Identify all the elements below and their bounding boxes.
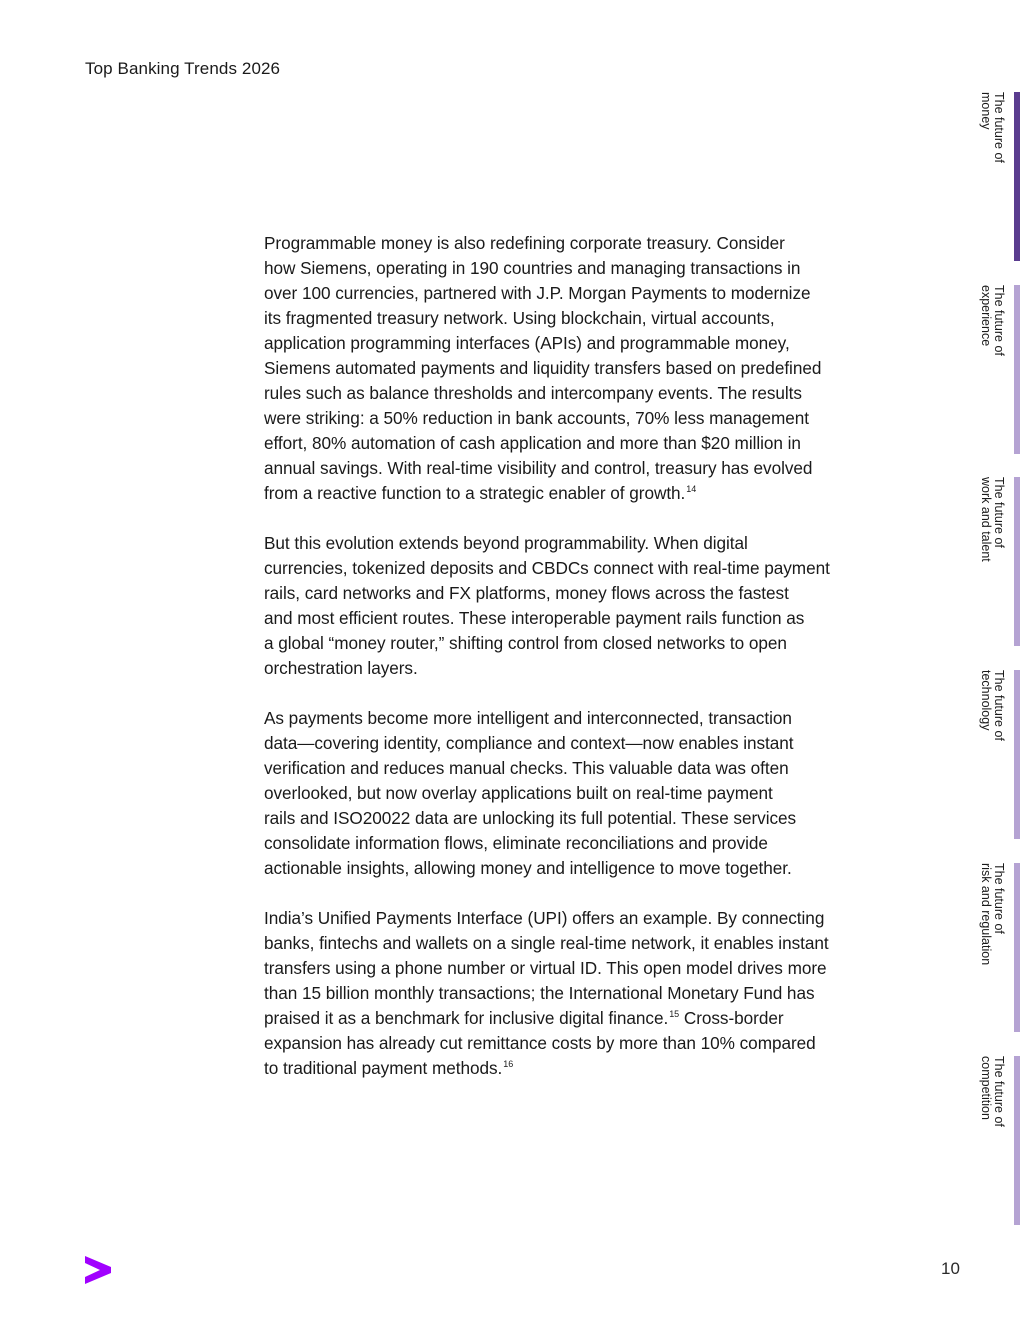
- nav-label: [979, 863, 1005, 965]
- text-line: data—covering identity, compliance and context—now enables instant: [264, 733, 794, 753]
- nav-item-future-of-money[interactable]: [960, 92, 1020, 261]
- text-line-content: from a reactive function to a strategic enabler of growth.: [264, 483, 686, 503]
- section-side-nav: [960, 0, 1020, 1320]
- nav-label-line: technology: [979, 670, 993, 731]
- greater-than-logo-icon: [85, 1256, 111, 1284]
- nav-label-line: risk and regulation: [979, 863, 993, 966]
- accenture-logo-icon: [85, 1256, 111, 1284]
- text-line: expansion has already cut remittance costs by more than 10% compared: [264, 1033, 816, 1053]
- paragraph-interoperability: [264, 531, 934, 681]
- paragraph-transaction-data: [264, 706, 934, 881]
- text-line: a global “money router,” shifting control from closed networks to open: [264, 633, 787, 653]
- page-number: 10: [941, 1259, 960, 1278]
- nav-label: [979, 670, 1005, 741]
- text-line: rails, card networks and FX platforms, money flows across the fastest: [264, 583, 789, 603]
- nav-label-line: The future of: [992, 92, 1006, 163]
- nav-item-future-of-competition[interactable]: [960, 1056, 1020, 1225]
- nav-bar: [1014, 670, 1020, 839]
- nav-bar: [1014, 1056, 1020, 1225]
- text-line: transfers using a phone number or virtual ID. This open model drives more: [264, 958, 827, 978]
- text-line: consolidate information flows, eliminate reconciliations and provide: [264, 833, 768, 853]
- paragraph-upi-example: [264, 906, 934, 1081]
- nav-label-line: experience: [979, 285, 993, 347]
- nav-label-line: The future of: [992, 863, 1006, 934]
- page-header-title: Top Banking Trends 2026: [85, 59, 281, 78]
- nav-item-future-of-work-and-talent[interactable]: [960, 477, 1020, 646]
- text-line: currencies, tokenized deposits and CBDCs connect with real-time payment: [264, 558, 830, 578]
- text-line: how Siemens, operating in 190 countries and managing transactions in: [264, 258, 801, 278]
- text-line: actionable insights, allowing money and intelligence to move together.: [264, 858, 792, 878]
- text-line: annual savings. With real-time visibility and control, treasury has evolved: [264, 458, 813, 478]
- footnote-ref-15[interactable]: 15: [669, 1009, 680, 1019]
- body-text: [264, 231, 934, 1106]
- text-line: application programming interfaces (APIs) and programmable money,: [264, 333, 790, 353]
- nav-item-future-of-technology[interactable]: [960, 670, 1020, 839]
- text-line: overlooked, but now overlay applications built on real-time payment: [264, 783, 773, 803]
- nav-label-line: The future of: [992, 285, 1006, 356]
- nav-label-line: The future of: [992, 477, 1006, 548]
- text-line: Siemens automated payments and liquidity transfers based on predefined: [264, 358, 822, 378]
- footnote-ref-14[interactable]: 14: [686, 484, 697, 494]
- nav-bar: [1014, 863, 1020, 1032]
- nav-bar: [1014, 477, 1020, 646]
- text-line: effort, 80% automation of cash application and more than $20 million in: [264, 433, 801, 453]
- text-line: As payments become more intelligent and interconnected, transaction: [264, 708, 792, 728]
- nav-label: [979, 1056, 1005, 1127]
- text-line: and most efficient routes. These interoperable payment rails function as: [264, 608, 805, 628]
- text-line: [264, 481, 934, 506]
- paragraph-treasury: [264, 231, 934, 506]
- text-line: rails and ISO20022 data are unlocking its full potential. These services: [264, 808, 797, 828]
- text-line: rules such as balance thresholds and intercompany events. The results: [264, 383, 802, 403]
- text-line: [264, 1006, 934, 1031]
- nav-label-line: The future of: [992, 1056, 1006, 1127]
- text-line: banks, fintechs and wallets on a single real-time network, it enables instant: [264, 933, 829, 953]
- nav-label: [979, 92, 1005, 163]
- text-line: verification and reduces manual checks. This valuable data was often: [264, 758, 789, 778]
- nav-item-future-of-risk-and-regulation[interactable]: [960, 863, 1020, 1032]
- nav-item-future-of-experience[interactable]: [960, 285, 1020, 454]
- text-line-content: Cross-border: [679, 1008, 784, 1028]
- nav-label-line: competition: [979, 1056, 993, 1120]
- text-line: over 100 currencies, partnered with J.P. Morgan Payments to modernize: [264, 283, 811, 303]
- nav-label: [979, 477, 1005, 562]
- text-line: [264, 1056, 934, 1081]
- nav-label-line: The future of: [992, 670, 1006, 741]
- text-line: But this evolution extends beyond programmability. When digital: [264, 533, 748, 553]
- nav-label-line: work and talent: [979, 477, 993, 562]
- text-line: than 15 billion monthly transactions; the International Monetary Fund has: [264, 983, 815, 1003]
- text-line-content: to traditional payment methods.: [264, 1058, 503, 1078]
- nav-active-bar: [1014, 92, 1020, 261]
- nav-bar: [1014, 285, 1020, 454]
- text-line: Programmable money is also redefining corporate treasury. Consider: [264, 233, 785, 253]
- nav-label-line: money: [979, 92, 993, 130]
- text-line: were striking: a 50% reduction in bank accounts, 70% less management: [264, 408, 809, 428]
- text-line: orchestration layers.: [264, 658, 418, 678]
- nav-label: [979, 285, 1005, 356]
- footnote-ref-16[interactable]: 16: [503, 1059, 514, 1069]
- text-line: its fragmented treasury network. Using blockchain, virtual accounts,: [264, 308, 775, 328]
- text-line: India’s Unified Payments Interface (UPI) offers an example. By connecting: [264, 908, 825, 928]
- text-line-content: praised it as a benchmark for inclusive digital finance.: [264, 1008, 669, 1028]
